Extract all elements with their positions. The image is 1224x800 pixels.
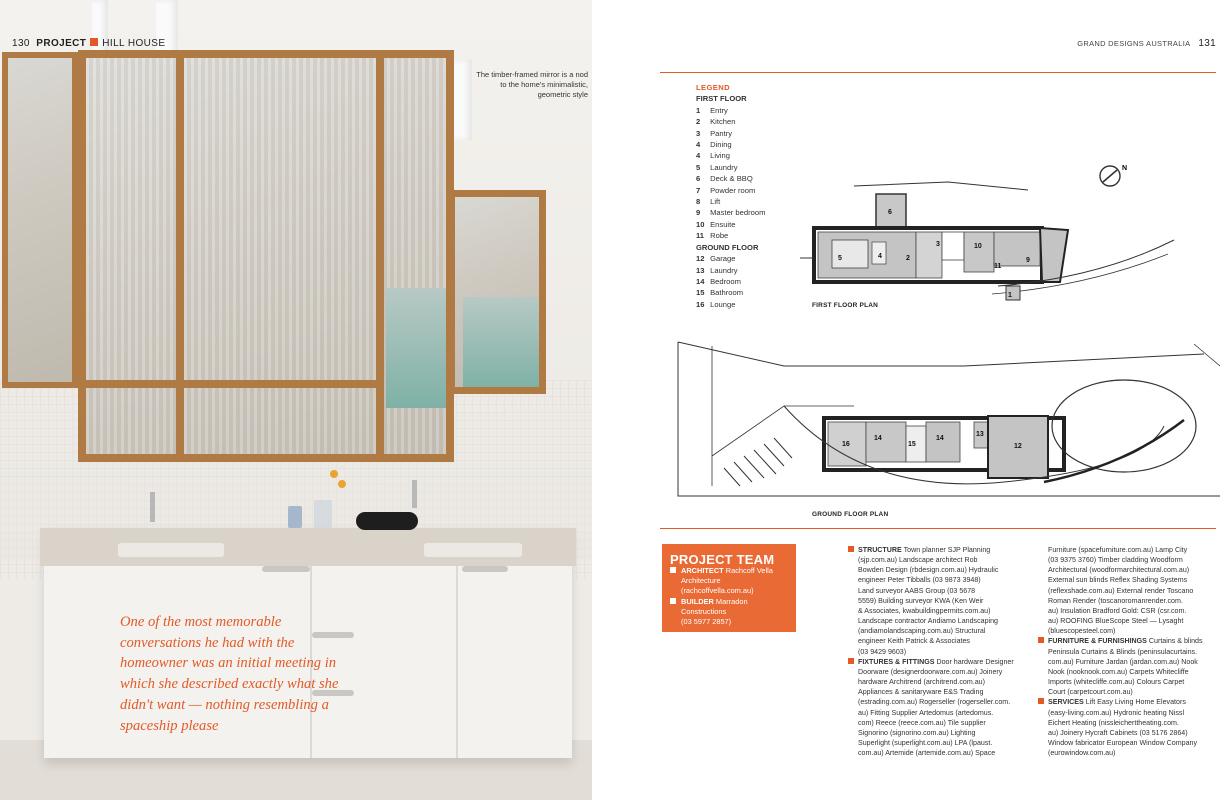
credit-line: 5559) Building surveyor KWA (Ken Weir [858,596,984,605]
orange-rule [660,72,1216,73]
credit-line: (estrading.com.au) Rogerseller (rogerseller.com. [858,698,1011,707]
room-number: 16 [842,441,850,448]
legend-number: 11 [696,231,705,241]
orange-rule [660,528,1216,529]
legend-label: Kitchen [708,117,736,127]
legend-item [696,196,765,207]
drawer-divider [456,566,458,758]
legend-number: 16 [696,299,705,309]
square-bullet-icon [670,567,676,573]
floor-plan-legend [696,82,765,310]
credit-line: Appliances & sanitaryware E&S Trading [858,688,984,697]
legend-item [696,128,765,139]
square-bullet-icon [1038,637,1044,643]
credit-line: (easy-living.com.au) Hydronic heating Nissl [1048,708,1185,717]
architect-line: (rachcoffvella.com.au) [681,586,754,596]
legend-item [696,185,765,196]
legend-item [696,173,765,184]
mirror-mullion [176,50,184,462]
legend-label: Garage [708,254,736,264]
credit-line: Window fabricator European Window Company [1048,738,1198,747]
flower [330,470,338,478]
credit-line: au) Insulation Bradford Gold: CSR (csr.com. [1048,606,1187,615]
basin [118,543,224,557]
credit-text: Curtains & blinds [1146,637,1203,646]
legend-number: 13 [696,265,705,275]
credits-column-1 [848,545,1044,758]
mirror-cabinet-door [2,52,78,388]
credit-line: (03 9429 9603) [858,647,907,656]
legend-number: 15 [696,288,705,298]
credit-line: com.au) Furniture Jardan (jardan.com.au) Nook [1048,657,1198,666]
legend-number: 4 [696,140,701,150]
legend-first-floor-heading: FIRST FLOOR [696,94,747,104]
page-number-left: 130 [12,38,30,49]
credit-line: Furniture (spacefurniture.com.au) Lamp City [1048,546,1188,554]
ground-floor-plan [664,336,1220,506]
legend-item [696,299,765,310]
credit-line: hardware Architrend (architrend.com.au) [858,678,985,687]
mirror-cabinet-door [448,190,546,394]
legend-ground-floor-heading: GROUND FLOOR [696,242,759,252]
room-number: 1 [1008,292,1012,299]
credit-line: engineer Peter Tibballs (03 9873 3948) [858,576,981,585]
credit-category: STRUCTURE [858,546,902,554]
basin [424,543,522,557]
credit-line: com) Reece (reece.com.au) Tile supplier [858,718,986,727]
flower [338,480,346,488]
credit-text: Town planner SJP Planning [901,546,991,554]
room-number: 14 [874,435,882,442]
legend-label: Lounge [708,299,736,309]
architect-credit [670,566,788,576]
timber-framed-mirror [78,50,454,462]
project-team-title: PROJECT TEAM [670,552,775,567]
legend-label: Deck & BBQ [708,174,753,184]
credit-line [1038,697,1224,707]
legend-number: 9 [696,208,701,218]
room-number: 6 [888,209,892,216]
page-header-right [1077,38,1216,49]
credit-line: engineer Keith Patrick & Associates [858,637,970,646]
legend-label: Entry [708,105,728,115]
legend-number: 14 [696,276,705,286]
mirror-mullion [376,50,384,462]
legend-label: Bathroom [708,288,744,298]
credit-line: Bowden Design (rbdesign.com.au) Hydraulic [858,566,999,575]
credit-line: Eichert Heating (nissleicherttheating.com. [1048,718,1179,727]
credit-line [1038,636,1224,646]
legend-ground-floor-list [696,253,765,310]
builder-line: Marradon [715,596,748,606]
page-number-right: 131 [1198,38,1216,49]
north-label: N [1122,165,1128,172]
square-bullet-icon [848,546,854,552]
legend-number: 2 [696,117,701,127]
first-floor-plan-label: FIRST FLOOR PLAN [812,302,879,309]
credit-line: (reflexshade.com.au) External render Toscano [1048,586,1194,595]
legend-item [696,253,765,264]
room-number: 15 [908,441,916,448]
section-label: PROJECT [36,38,87,49]
legend-label: Powder room [708,185,756,195]
room-number: 9 [1026,257,1030,264]
credit-text: Lift Easy Living Home Elevators [1083,698,1186,707]
credit-line: (eurowindow.com.au) [1048,749,1116,758]
legend-label: Dining [708,140,732,150]
project-name: HILL HOUSE [102,38,166,49]
legend-item [696,230,765,241]
legend-item [696,150,765,161]
legend-label: Pantry [708,128,733,138]
credit-category: SERVICES [1048,698,1084,707]
left-page-photo [0,0,592,800]
project-team-box [662,544,796,632]
legend-number: 8 [696,197,701,207]
room-number: 4 [878,253,882,260]
architect-label: ARCHITECT [681,566,724,575]
credit-line: Land surveyor AABS Group (03 5678 [858,586,976,595]
legend-label: Lift [708,197,721,207]
credit-category: FIXTURES & FITTINGS [858,657,935,666]
square-bullet-icon [848,658,854,664]
legend-item [696,276,765,287]
photo-caption: The timber-framed mirror is a nod to the home's minimalistic, geometric style [476,70,588,100]
window-reflection [386,288,446,408]
legend-label: Living [708,151,730,161]
drawer-handle [262,566,310,572]
legend-item [696,162,765,173]
builder-line: (03 5977 2857) [681,617,732,627]
builder-credit [670,597,788,607]
legend-number: 4 [696,151,701,161]
legend-title: LEGEND [696,83,731,92]
publication-name: GRAND DESIGNS AUSTRALIA [1077,39,1191,48]
drawer-handle [462,566,508,572]
room-number: 11 [994,263,1002,270]
square-bullet-icon [1038,698,1044,704]
legend-number: 1 [696,105,701,115]
credit-line: Landscape contractor Andiamo Landscaping [858,617,999,626]
wall-tap [412,480,417,508]
room-number: 3 [936,241,940,248]
architect-line: Rachcoff Vella [725,566,773,575]
vase [314,500,332,528]
legend-label: Ensuite [708,219,736,229]
legend-item [696,207,765,218]
window-reflection [463,297,539,387]
legend-number: 10 [696,219,705,229]
credit-line: Doorware (designerdoorware.com.au) Joinery [858,667,1003,676]
mirror-transom [78,380,378,388]
legend-number: 5 [696,162,701,172]
legend-item [696,116,765,127]
room-number: 10 [974,243,982,250]
legend-number: 12 [696,254,705,264]
architect-line: Architecture [681,576,721,586]
black-towel [356,512,418,530]
legend-item [696,139,765,150]
square-bullet-icon [670,598,676,604]
first-floor-plan [798,158,1218,308]
legend-label: Master bedroom [708,208,766,218]
legend-item [696,287,765,298]
legend-label: Bedroom [708,276,741,286]
perfume-bottle [288,506,302,528]
credit-line: Superlight (superlight.com.au) LPA (lpaust. [858,738,993,747]
credit-line: & Associates, kwabuildingpermits.com.au) [858,606,991,615]
room-number: 5 [838,255,842,262]
credit-line: Peninsula Curtains & Blinds (peninsulacurtains. [1048,647,1198,656]
credit-line [848,657,1044,667]
north-arrow-icon [1100,165,1127,186]
builder-label: BUILDER [681,596,714,606]
ground-floor-plan-label: GROUND FLOOR PLAN [812,511,889,518]
legend-item [696,219,765,230]
credit-line [848,545,1044,555]
orange-square-icon [90,38,98,46]
credit-line: com.au) Artemide (artemide.com.au) Space [858,749,996,758]
credit-line: au) Joinery Hycraft Cabinets (03 5176 2864) [1048,728,1188,737]
builder-line: Constructions [681,606,727,616]
room-number: 14 [936,435,944,442]
credit-line: Architectural (woodformarchitectural.com.au) [1048,566,1190,575]
credit-line: (sjp.com.au) Landscape architect Rob [858,556,978,565]
credit-line: Nook (nooknook.com.au) Carpets Whitecliffe [1048,667,1189,676]
room-number: 13 [976,431,984,438]
legend-label: Laundry [708,162,738,172]
legend-number: 6 [696,174,701,184]
credit-line: Imports (whitecliffe.com.au) Colours Carpet [1048,678,1185,687]
credit-category: FURNITURE & FURNISHINGS [1048,637,1147,646]
credit-line: au) Fitting Supplier Artedomus (artedomus. [858,708,994,717]
legend-item [696,265,765,276]
credit-line: (bluescopesteel.com) [1048,627,1116,636]
page-header-left [12,38,165,49]
credit-text: Door hardware Designer [934,657,1014,666]
credit-line: External sun blinds Reflex Shading Systems [1048,576,1188,585]
credit-line: Court (carpetcourt.com.au) [1048,688,1133,697]
legend-number: 3 [696,128,701,138]
legend-first-floor-list [696,105,765,242]
room-number: 12 [1014,443,1022,450]
wall-tap [150,492,155,522]
right-page [592,0,1224,800]
credits-column-2 [1038,545,1224,758]
legend-label: Laundry [708,265,738,275]
pull-quote: One of the most memorable conversations he had with the homeowner was an initial meeting in which she described exactly what she didn't want — nothing resembling a spaceship please [120,614,339,734]
legend-item [696,105,765,116]
room-number: 2 [906,255,910,262]
credit-line: (andiamolandscaping.com.au) Structural [858,627,986,636]
legend-number: 7 [696,185,701,195]
credit-line: (03 9375 3760) Timber cladding Woodform [1048,556,1183,565]
legend-label: Robe [708,231,729,241]
credit-line: au) ROOFING BlueScope Steel — Lysaght [1048,617,1184,626]
credit-line: Roman Render (toscanoromanrender.com. [1048,596,1183,605]
credit-line: Signorino (signorino.com.au) Lighting [858,728,976,737]
